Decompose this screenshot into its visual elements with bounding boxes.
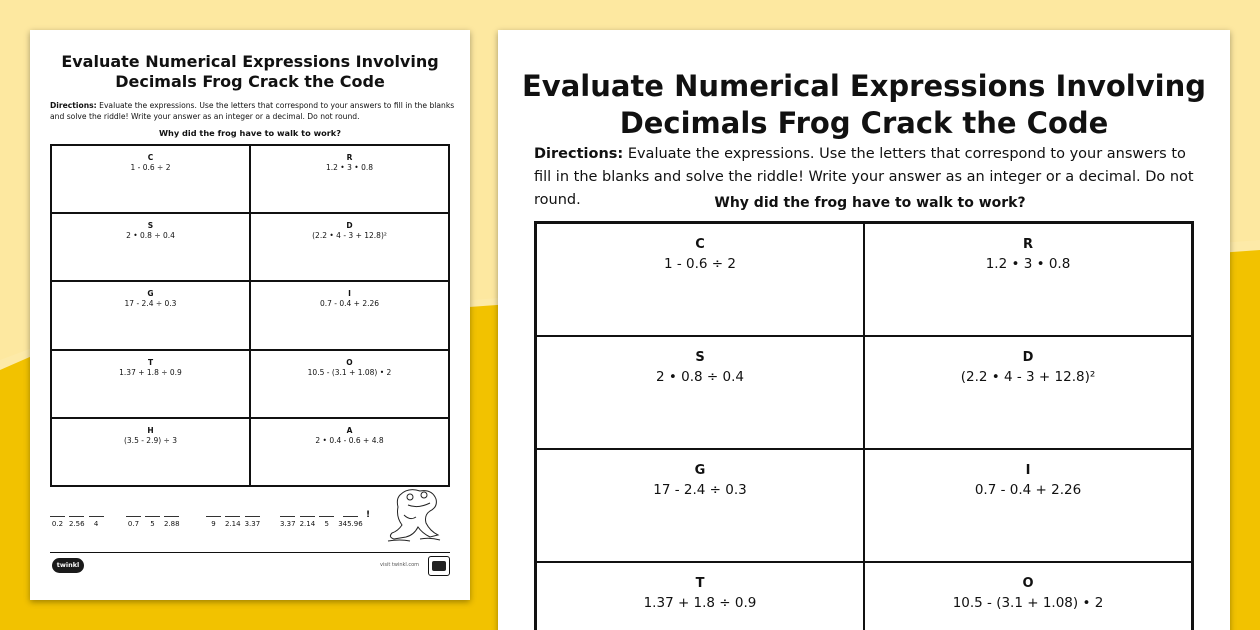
grid-cell: [536, 562, 864, 630]
cell-letter: S: [695, 350, 705, 365]
cell-letter: O: [1022, 576, 1034, 591]
cell-expression: 1 - 0.6 ÷ 2: [130, 163, 171, 172]
directions: [50, 100, 462, 122]
grid-cell: [250, 281, 449, 349]
answer-blank: [300, 516, 316, 529]
answer-blank: [164, 516, 180, 529]
grid-cell: [250, 418, 449, 486]
answer-code: 2.56: [69, 520, 85, 528]
grid-cell: [250, 145, 449, 213]
cell-expression: 2 • 0.8 ÷ 0.4: [656, 369, 744, 385]
cell-expression: 10.5 - (3.1 + 1.08) • 2: [307, 367, 392, 377]
expression-grid: [534, 221, 1194, 630]
riddle-question: Why did the frog have to walk to work?: [159, 128, 341, 138]
cell-expression: 17 - 2.4 ÷ 0.3: [653, 482, 747, 498]
cell-letter: O: [346, 357, 353, 367]
grid-cell: [864, 449, 1192, 562]
cell-letter: D: [346, 221, 353, 231]
cell-letter: G: [694, 463, 706, 478]
worksheet-zoom: [498, 30, 1230, 630]
answer-blank: [126, 516, 141, 529]
answer-word: [50, 516, 104, 529]
cell-letter: A: [346, 425, 353, 435]
grid-cell: [864, 223, 1192, 336]
cell-letter: G: [147, 289, 154, 299]
answer-code: 4: [93, 520, 99, 528]
brand-logo: twinkl: [52, 558, 84, 573]
cell-letter: H: [147, 425, 154, 435]
answer-code: 2.14: [225, 520, 241, 528]
answer-code: 3.37: [280, 520, 296, 528]
grid-cell: [536, 336, 864, 449]
grid-cell: [250, 213, 449, 281]
directions-label: Directions:: [534, 146, 624, 162]
answer-blank: [319, 516, 334, 529]
footer-url: visit twinkl.com: [380, 562, 420, 568]
answer-code: 5: [324, 520, 329, 528]
cell-letter: I: [1025, 463, 1031, 478]
cell-expression: 1.37 + 1.8 ÷ 0.9: [643, 595, 757, 611]
answer-code: 5: [150, 520, 155, 528]
cell-expression: (2.2 • 4 - 3 + 12.8)²: [312, 231, 387, 241]
answer-code: 2.88: [164, 520, 180, 528]
answer-blank: [245, 516, 261, 529]
cell-letter: D: [1022, 350, 1034, 365]
grid-cell: [51, 145, 250, 213]
cell-expression: 0.7 - 0.4 + 2.26: [974, 482, 1082, 498]
badge-icon: [428, 556, 450, 576]
frog-illustration: [380, 485, 445, 545]
directions-text: Evaluate the expressions. Use the letters that correspond to your answers to fill in the blanks and solve the riddle! Write your answer as an integer or a decimal. Do not round.: [50, 101, 455, 121]
grid-cell: [536, 449, 864, 562]
answer-word: [206, 516, 260, 529]
cell-expression: 1.37 + 1.8 ÷ 0.9: [119, 367, 182, 377]
grid-cell: [864, 336, 1192, 449]
cell-expression: 0.7 - 0.4 + 2.26: [319, 299, 380, 309]
answer-blank: [338, 516, 363, 529]
grid-cell: [250, 350, 449, 418]
cell-expression: 17 - 2.4 ÷ 0.3: [124, 299, 177, 309]
cell-letter: R: [1022, 237, 1033, 252]
answer-code: 3.37: [244, 520, 261, 528]
worksheet-title: Evaluate Numerical Expressions Involving Decimals Frog Crack the Code: [61, 52, 439, 91]
cell-expression: (3.5 - 2.9) ÷ 3: [123, 435, 177, 445]
cell-letter: T: [147, 357, 154, 367]
grid-cell: [864, 562, 1192, 630]
cell-expression: 1 - 0.6 ÷ 2: [664, 256, 736, 272]
answer-exclamation: !: [366, 510, 371, 520]
answer-code: 0.7: [127, 520, 140, 528]
cell-letter: C: [695, 237, 705, 252]
cell-letter: T: [695, 576, 705, 591]
worksheet-title: Evaluate Numerical Expressions Involving Decimals Frog Crack the Code: [522, 69, 1206, 140]
answer-code: 2.14: [299, 520, 316, 528]
cell-expression: (2.2 • 4 - 3 + 12.8)²: [960, 369, 1096, 385]
grid-cell: [51, 281, 250, 349]
cell-letter: I: [348, 289, 351, 299]
answer-code: 9: [211, 520, 216, 528]
answer-blank: [280, 516, 296, 529]
answer-blank: [50, 516, 65, 529]
answer-blank: [225, 516, 241, 529]
cell-letter: S: [147, 221, 154, 231]
cell-letter: C: [147, 153, 154, 162]
cell-expression: 1.2 • 3 • 0.8: [985, 256, 1071, 272]
footer-divider: [50, 552, 450, 553]
answer-blank: [69, 516, 85, 529]
answer-blank: [145, 516, 160, 529]
answer-blank: [89, 516, 104, 529]
answer-code: 0.2: [51, 520, 64, 528]
cell-expression: 2 • 0.4 - 0.6 + 4.8: [315, 435, 384, 445]
grid-cell: [51, 350, 250, 418]
answer-word: [126, 516, 180, 529]
cell-expression: 10.5 - (3.1 + 1.08) • 2: [952, 595, 1104, 611]
answer-code: 345.96: [338, 520, 363, 528]
grid-cell: [51, 418, 250, 486]
expression-grid: [50, 144, 450, 487]
answer-blank: [206, 516, 221, 529]
directions-label: Directions:: [50, 101, 97, 110]
riddle-question: Why did the frog have to walk to work?: [714, 195, 1026, 211]
directions-text: Evaluate the expressions. Use the letters that correspond to your answers to fill in the blanks and solve the riddle! Write your answer as an integer or a decimal. Do not round.: [534, 146, 1194, 208]
grid-cell: [51, 213, 250, 281]
cell-letter: R: [346, 153, 353, 162]
cell-expression: 2 • 0.8 ÷ 0.4: [126, 231, 175, 241]
cell-expression: 1.2 • 3 • 0.8: [325, 163, 373, 172]
grid-cell: [536, 223, 864, 336]
worksheet-thumbnail: [30, 30, 470, 600]
answer-blanks: [50, 508, 380, 538]
answer-word: [280, 516, 363, 529]
